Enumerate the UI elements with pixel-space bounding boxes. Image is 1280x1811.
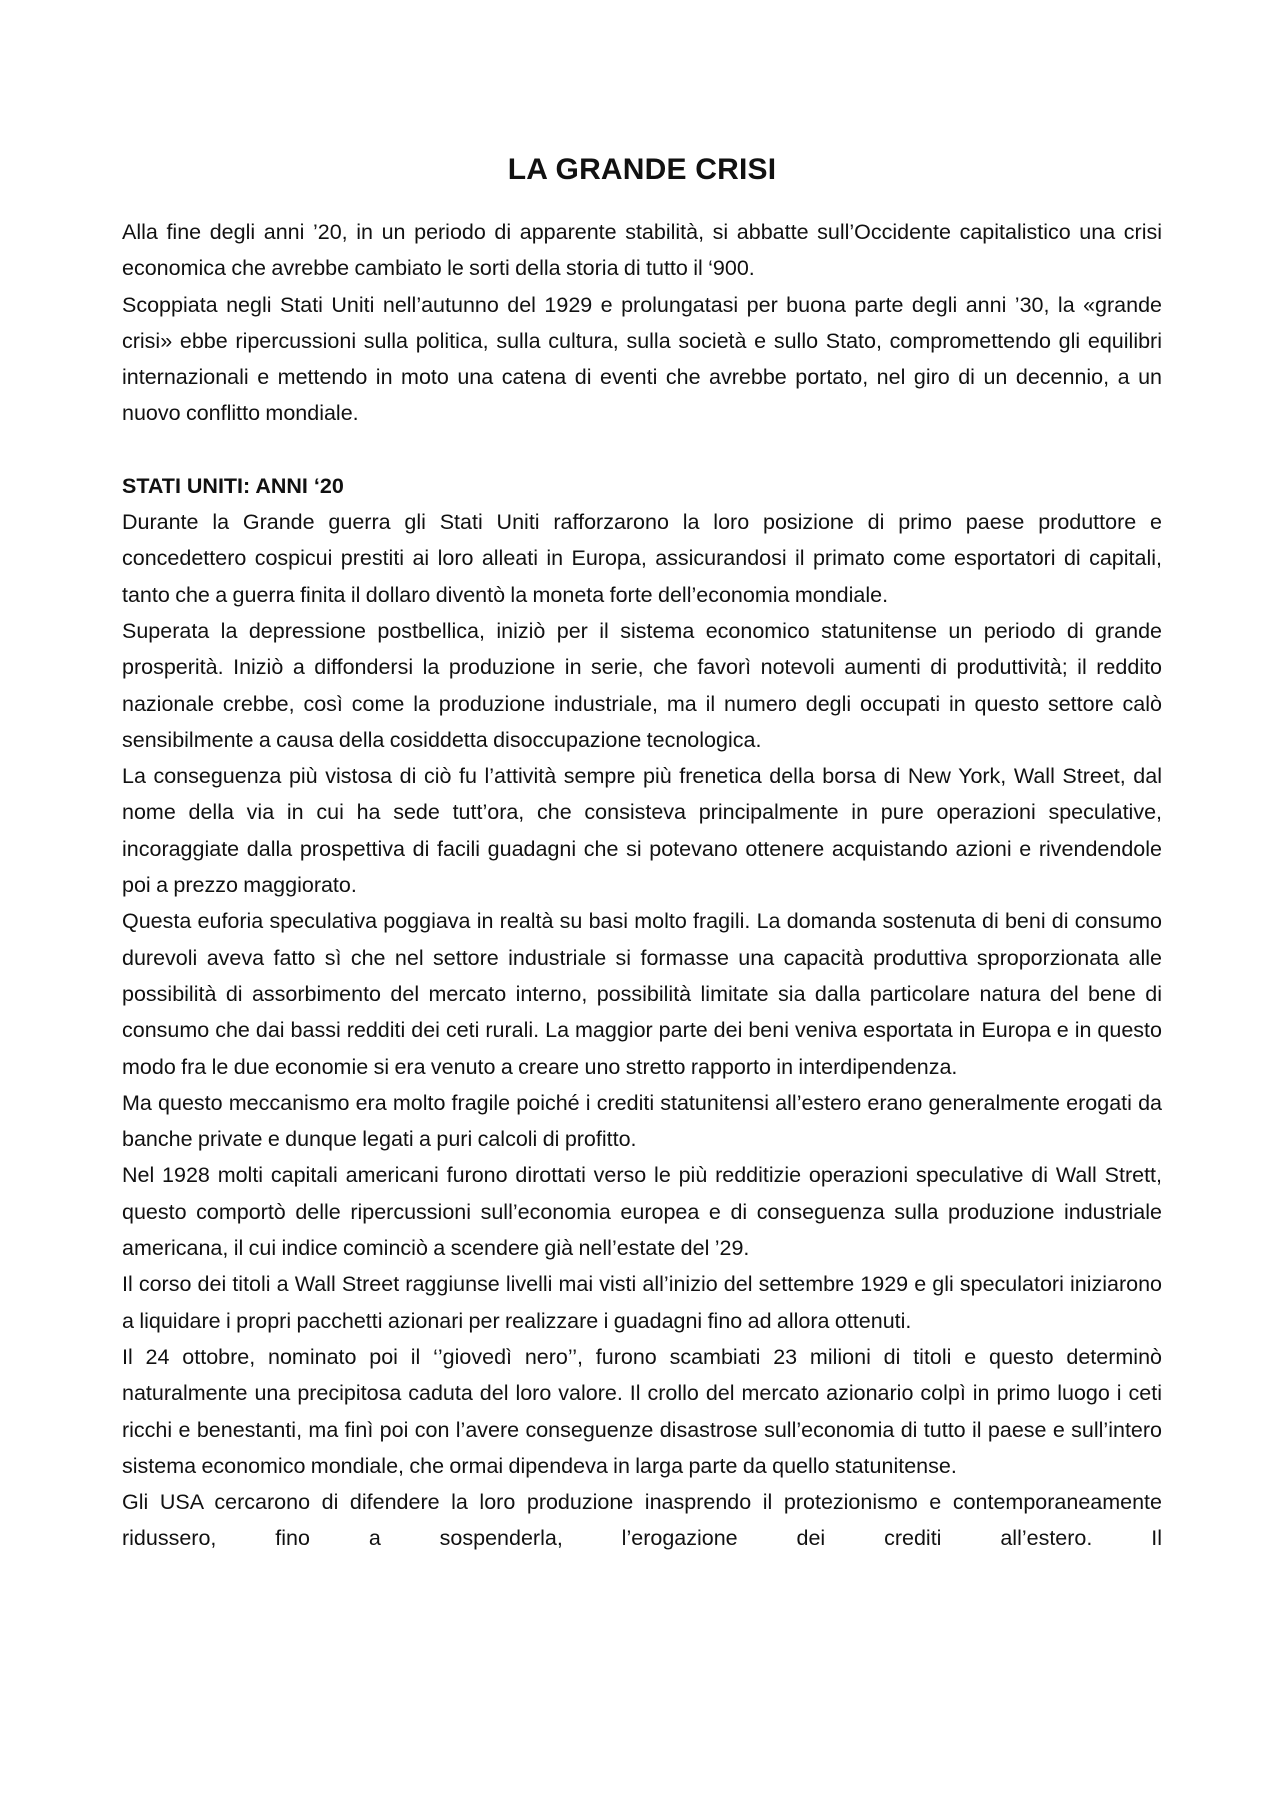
section-paragraph-6: Nel 1928 molti capitali americani furono dirottati verso le più redditizie operazioni speculative di Wall Strett, questo comportò delle ripercussioni sull’economia europea e di conseguenza sulla produzione industriale americana, il cui indice cominciò a scendere già nell’estate del ’29. (122, 1163, 1162, 1261)
intro-paragraph-2: Scoppiata negli Stati Uniti nell’autunno del 1929 e prolungatasi per buona parte degli anni ’30, la «grande crisi» ebbe ripercussioni sulla politica, sulla cultura, sulla società e sullo Stato, compromettendo gli equilibri internazionali e mettendo in moto una catena di eventi che avrebbe portato, nel giro di un decennio, a un nuovo conflitto mondiale. (122, 292, 1162, 426)
section-paragraph-7: Il corso dei titoli a Wall Street raggiunse livelli mai visti all’inizio del settembre 1929 e gli speculatori iniziarono a liquidare i propri pacchetti azionari per realizzare i guadagni fino ad allora ottenuti. (122, 1272, 1162, 1333)
document-page (122, 150, 1162, 1557)
intro-paragraph-1: Alla fine degli anni ’20, in un periodo di apparente stabilità, si abbatte sull’Occidente capitalistico una crisi economica che avrebbe cambiato le sorti della storia di tutto il ‘900. (122, 220, 1162, 281)
section-paragraph-8: Il 24 ottobre, nominato poi il ‘’giovedì nero’’, furono scambiati 23 milioni di titoli e questo determinò naturalmente una precipitosa caduta del loro valore. Il crollo del mercato azionario colpì in primo luogo i ceti ricchi e benestanti, ma finì poi con l’avere conseguenze disastrose sull’economia di tutto il paese e sull’intero sistema economico mondiale, che ormai dipendeva in larga parte da quello statunitense. (122, 1344, 1162, 1478)
section-paragraph-2: Superata la depressione postbellica, iniziò per il sistema economico statunitense un periodo di grande prosperità. Iniziò a diffondersi la produzione in serie, che favorì notevoli aumenti di produttività; il reddito nazionale crebbe, così come la produzione industriale, ma il numero degli occupati in questo settore calò sensibilmente a causa della cosiddetta disoccupazione tecnologica. (122, 618, 1162, 752)
section-paragraph-9: Gli USA cercarono di difendere la loro produzione inasprendo il protezionismo e contemporaneamente ridussero, fino a sospenderla, l’erogazione dei crediti all’estero. Il (122, 1490, 1162, 1551)
section-heading: STATI UNITI: ANNI ‘20 (122, 473, 344, 498)
section-paragraph-3: La conseguenza più vistosa di ciò fu l’attività sempre più frenetica della borsa di New York, Wall Street, dal nome della via in cui ha sede tutt’ora, che consisteva principalmente in pure operazioni speculative, incoraggiate dalla prospettiva di facili guadagni che si potevano ottenere acquistando azioni e rivendendole poi a prezzo maggiorato. (122, 764, 1162, 898)
section-paragraph-1: Durante la Grande guerra gli Stati Uniti rafforzarono la loro posizione di primo paese produttore e concedettero cospicui prestiti ai loro alleati in Europa, assicurandosi il primato come esportatori di capitali, tanto che a guerra finita il dollaro diventò la moneta forte dell’economia mondiale. (122, 510, 1162, 607)
section-paragraph-5: Ma questo meccanismo era molto fragile poiché i crediti statunitensi all’estero erano generalmente erogati da banche private e dunque legati a puri calcoli di profitto. (122, 1090, 1162, 1152)
section-paragraph-4: Questa euforia speculativa poggiava in realtà su basi molto fragili. La domanda sostenuta di beni di consumo durevoli aveva fatto sì che nel settore industriale si formasse una capacità produttiva sproporzionata alle possibilità di assorbimento del mercato interno, possibilità limitate sia dalla particolare natura del bene di consumo che dai bassi redditi dei ceti rurali. La maggior parte dei beni veniva esportata in Europa e in questo modo fra le due economie si era venuto a creare uno stretto rapporto in interdipendenza. (122, 909, 1162, 1079)
document-title: LA GRANDE CRISI (507, 153, 777, 186)
